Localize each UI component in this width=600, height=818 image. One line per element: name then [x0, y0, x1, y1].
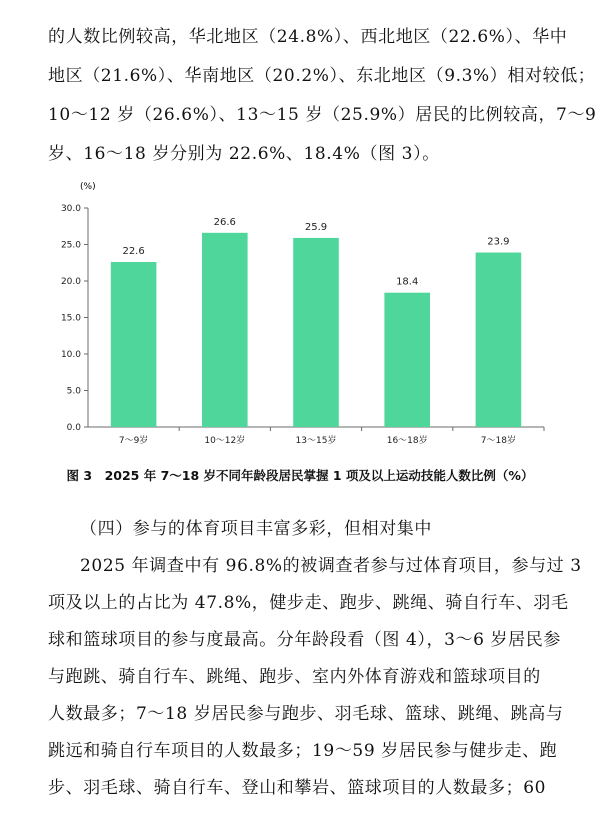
- x-tick-label: 13～15岁: [295, 436, 337, 446]
- paragraph-line: 球和篮球项目的参与度最高。分年龄段看（图 4），3～6 岁居民参: [48, 630, 561, 650]
- bar-chart: [52, 175, 552, 460]
- y-tick-label: 25.0: [60, 240, 81, 251]
- paragraph-line: 2025 年调查中有 96.8%的被调查者参与过体育项目，参与过 3: [80, 556, 582, 576]
- bar-value-label: 18.4: [396, 276, 419, 288]
- paragraph-line: 岁、16～18 岁分别为 22.6%、18.4%（图 3）。: [48, 144, 440, 164]
- bar-value-label: 23.9: [487, 236, 510, 248]
- bar-value-label: 25.9: [304, 221, 328, 233]
- paragraph-line: 与跑跳、骑自行车、跳绳、跑步、室内外体育游戏和篮球项目的: [48, 667, 541, 687]
- bar-chart-svg: [52, 175, 552, 460]
- paragraph-line: 地区（21.6%）、华南地区（20.2%）、东北地区（9.3%）相对较低；: [48, 66, 596, 86]
- bar: [111, 262, 157, 427]
- y-tick-label: 10.0: [60, 350, 81, 360]
- paragraph-line: 10～12 岁（26.6%）、13～15 岁（25.9%）居民的比例较高，7～9: [48, 105, 597, 125]
- bar: [293, 238, 339, 427]
- bar-value-label: 26.6: [213, 216, 236, 228]
- paragraph-line: 项及以上的占比为 47.8%，健步走、跑步、跳绳、骑自行车、羽毛: [48, 593, 569, 613]
- section-heading: （四）参与的体育项目丰富多彩，但相对集中: [80, 519, 432, 539]
- x-tick-label: 7～9岁: [118, 436, 149, 446]
- y-tick-label: 0.0: [66, 423, 81, 433]
- bar: [476, 253, 522, 427]
- bar: [384, 293, 430, 427]
- chart-bars: [111, 217, 521, 427]
- y-tick-label: 30.0: [60, 204, 81, 214]
- x-tick-label: 10～12岁: [204, 436, 246, 446]
- y-tick-label: 5.0: [66, 386, 81, 397]
- paragraph-line: 步、羽毛球、骑自行车、登山和攀岩、篮球项目的人数最多；60: [48, 778, 547, 798]
- paragraph-line: 人数最多；7～18 岁居民参与跑步、羽毛球、篮球、跳绳、跳高与: [48, 704, 564, 724]
- paragraph-line: 跳远和骑自行车项目的人数最多；19～59 岁居民参与健步走、跑: [48, 741, 558, 761]
- figure-caption: 图 3 2025 年 7～18 岁不同年龄段居民掌握 1 项及以上运动技能人数比例（%）: [66, 468, 534, 483]
- y-tick-label: 15.0: [60, 313, 81, 324]
- bar-value-label: 22.6: [122, 246, 145, 258]
- x-tick-label: 7～18岁: [480, 436, 516, 446]
- bar: [202, 233, 248, 427]
- x-tick-label: 16～18岁: [386, 436, 428, 446]
- y-tick-label: 20.0: [60, 277, 81, 287]
- paragraph-line: 的人数比例较高，华北地区（24.8%）、西北地区（22.6%）、华中: [48, 27, 568, 47]
- y-unit-label: (%): [80, 182, 96, 192]
